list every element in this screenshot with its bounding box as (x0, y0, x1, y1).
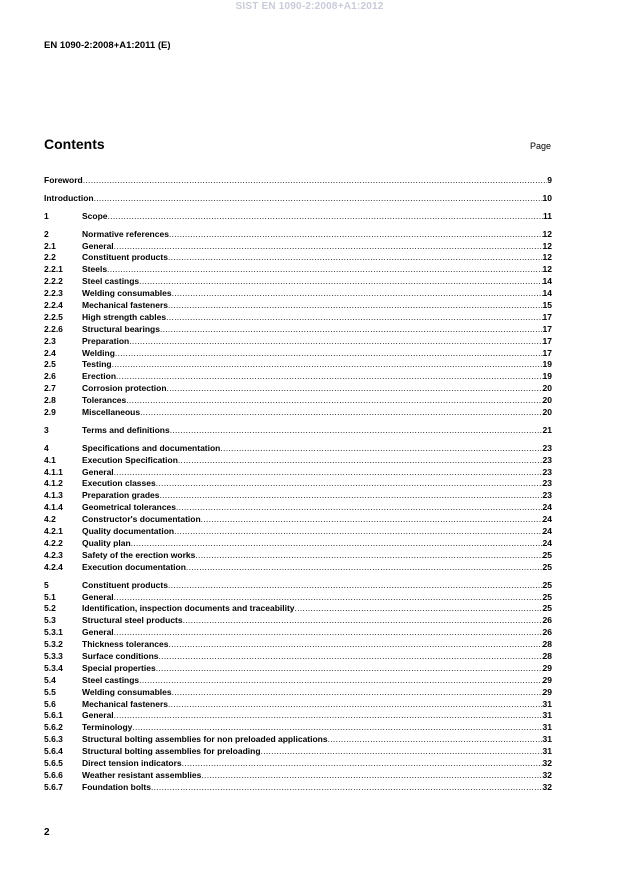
toc-entry-title: Steel castings (82, 674, 140, 685)
toc-entry-title: Geometrical tolerances (82, 502, 177, 513)
toc-entry-title: General (82, 466, 114, 477)
toc-entry-number: 2.4 (44, 347, 56, 358)
toc-entry-number: 5.3.3 (44, 650, 63, 661)
toc-entry-title: Direct tension indicators (82, 757, 182, 768)
toc-entry-page: 23 (542, 454, 552, 465)
toc-entry-page: 31 (542, 698, 552, 709)
toc-entry-title: Welding (82, 347, 115, 358)
watermark: SIST EN 1090-2:2008+A1:2012 (235, 1, 384, 12)
toc-entry-number: 2.8 (44, 395, 56, 406)
toc-leader-dots (114, 710, 543, 722)
toc-entry-title: Testing (82, 359, 112, 370)
toc-entry[interactable] (44, 407, 552, 419)
toc-entry-page: 20 (542, 407, 552, 418)
toc-entry-page: 11 (543, 210, 552, 221)
toc-entry-page: 25 (542, 603, 552, 614)
toc-entry[interactable] (44, 538, 552, 550)
toc-leader-dots (328, 734, 543, 746)
toc-entry-title: Mechanical fasteners (82, 300, 168, 311)
toc-entry[interactable] (44, 193, 552, 205)
toc-entry-title: High strength cables (82, 311, 167, 322)
toc-entry-title: Normative references (82, 228, 169, 239)
toc-leader-dots (107, 264, 542, 276)
toc-leader-dots (160, 324, 543, 336)
toc-entry-page: 26 (542, 615, 552, 626)
toc-entry-page: 17 (542, 323, 552, 334)
toc-entry-title: Constructor's documentation (82, 514, 201, 525)
toc-leader-dots (159, 490, 542, 502)
toc-leader-dots (195, 550, 542, 562)
toc-entry-title: Surface conditions (82, 650, 159, 661)
toc-entry-number: 5.3.1 (44, 627, 63, 638)
toc-entry-title: Miscellaneous (82, 407, 141, 418)
toc-leader-dots (132, 722, 542, 734)
toc-entry-title: Foreword (44, 175, 83, 185)
toc-entry-number: 4.1.1 (44, 466, 63, 477)
toc-entry-title: Constituent products (82, 252, 168, 263)
toc-entry-page: 17 (542, 335, 552, 346)
toc-leader-dots (131, 538, 543, 550)
toc-entry-page: 14 (542, 276, 552, 287)
toc-entry-title: General (82, 591, 114, 602)
toc-entry-number: 2.5 (44, 359, 56, 370)
toc-entry-page: 12 (542, 228, 552, 239)
toc-entry-number: 2.3 (44, 335, 56, 346)
toc-entry-number: 2.7 (44, 383, 56, 394)
toc-leader-dots (261, 746, 543, 758)
toc-entry-title: Structural steel products (82, 615, 183, 626)
toc-entry-page: 29 (542, 674, 552, 685)
page-number: 2 (44, 827, 50, 838)
toc-entry-page: 23 (542, 442, 552, 453)
toc-entry[interactable] (44, 312, 552, 324)
toc-entry-number: 5.3.2 (44, 639, 63, 650)
toc-entry-page: 12 (542, 252, 552, 263)
toc-entry-page: 32 (542, 781, 552, 792)
toc-entry-title: Quality documentation (82, 526, 175, 537)
toc-entry[interactable] (44, 699, 552, 711)
toc-leader-dots (156, 478, 543, 490)
toc-entry[interactable] (44, 490, 552, 502)
toc-entry[interactable] (44, 580, 552, 592)
toc-entry-page: 31 (542, 746, 552, 757)
toc-entry-number: 2.2.5 (44, 311, 63, 322)
toc-entry[interactable] (44, 758, 552, 770)
toc-entry[interactable] (44, 241, 552, 253)
toc-entry-title: Weather resistant assemblies (82, 769, 202, 780)
toc-entry-number: 5.6.6 (44, 769, 63, 780)
toc-entry-page: 23 (542, 478, 552, 489)
toc-entry-number: 4.1 (44, 454, 56, 465)
toc-leader-dots (174, 526, 542, 538)
toc-entry-number: 4.2.4 (44, 561, 63, 572)
toc-entry-title: Terminology (82, 722, 133, 733)
toc-entry[interactable] (44, 300, 552, 312)
toc-entry-title: Preparation grades (82, 490, 160, 501)
toc-entry[interactable] (44, 639, 552, 651)
toc-entry-page: 12 (542, 240, 552, 251)
toc-entry[interactable] (44, 425, 552, 437)
toc-leader-dots (112, 359, 543, 371)
toc-entry-number: 2.1 (44, 240, 56, 251)
toc-entry-number: 5.6.2 (44, 722, 63, 733)
toc-entry-number: 5.6 (44, 698, 56, 709)
toc-leader-dots (108, 211, 543, 223)
toc-entry-page: 19 (542, 359, 552, 370)
toc-entry-title: Structural bolting assemblies for preloading (82, 746, 261, 757)
toc-entry[interactable] (44, 603, 552, 615)
toc-entry-title: Constituent products (82, 579, 168, 590)
toc-leader-dots (176, 502, 543, 514)
toc-entry-number: 1 (44, 210, 49, 221)
toc-entry-page: 29 (542, 686, 552, 697)
toc-entry-page: 23 (542, 490, 552, 501)
toc-entry-title: Structural bolting assemblies for non preloaded applications (82, 734, 328, 745)
toc-entry[interactable] (44, 324, 552, 336)
toc-entry-number: 5.4 (44, 674, 56, 685)
toc-entry-number: 5.3.4 (44, 662, 63, 673)
toc-leader-dots (156, 663, 543, 675)
toc-entry-number: 5.6.5 (44, 757, 63, 768)
page-column-label: Page (529, 141, 551, 151)
toc-entry-page: 21 (542, 424, 552, 435)
toc-entry-number: 4 (44, 442, 49, 453)
toc-entry-number: 5.6.7 (44, 781, 63, 792)
toc-leader-dots (126, 395, 542, 407)
toc-entry-number: 4.1.4 (44, 502, 63, 513)
toc-entry-number: 4.2.1 (44, 526, 63, 537)
toc-entry-page: 31 (542, 710, 552, 721)
toc-entry-page: 12 (542, 264, 552, 275)
toc-entry[interactable] (44, 615, 552, 627)
toc-entry-number: 5.6.1 (44, 710, 63, 721)
toc-entry-number: 2.2.3 (44, 288, 63, 299)
toc-entry-title: Execution classes (82, 478, 156, 489)
toc-entry[interactable] (44, 276, 552, 288)
toc-entry-title: General (82, 710, 114, 721)
table-of-contents (44, 175, 552, 794)
toc-entry-number: 5.5 (44, 686, 56, 697)
toc-entry-page: 24 (542, 526, 552, 537)
toc-entry-title: Corrosion protection (82, 383, 167, 394)
toc-entry-page: 15 (542, 300, 552, 311)
toc-entry[interactable] (44, 770, 552, 782)
toc-entry-title: Tolerances (82, 395, 127, 406)
toc-entry-number: 2.2.6 (44, 323, 63, 334)
toc-leader-dots (129, 336, 542, 348)
toc-leader-dots (139, 276, 542, 288)
toc-entry[interactable] (44, 175, 552, 187)
toc-entry[interactable] (44, 722, 552, 734)
toc-entry-page: 17 (542, 311, 552, 322)
toc-entry[interactable] (44, 395, 552, 407)
document-id: EN 1090-2:2008+A1:2011 (E) (44, 40, 171, 51)
toc-leader-dots (170, 425, 543, 437)
toc-entry-page: 31 (542, 734, 552, 745)
contents-title: Contents (44, 136, 105, 152)
toc-entry-title: Preparation (82, 335, 130, 346)
toc-entry[interactable] (44, 467, 552, 479)
toc-entry-title: Special properties (82, 662, 156, 673)
toc-entry-number: 2 (44, 228, 49, 239)
toc-entry-number: 5.1 (44, 591, 56, 602)
toc-entry-page: 24 (542, 537, 552, 548)
toc-entry-number: 3 (44, 424, 49, 435)
toc-leader-dots (151, 782, 543, 794)
toc-entry[interactable] (44, 252, 552, 264)
toc-leader-dots (220, 443, 542, 455)
toc-entry-page: 24 (542, 502, 552, 513)
toc-entry-page: 14 (542, 288, 552, 299)
toc-leader-dots (168, 300, 543, 312)
toc-entry[interactable] (44, 371, 552, 383)
toc-leader-dots (168, 580, 543, 592)
toc-leader-dots (172, 288, 543, 300)
toc-entry[interactable] (44, 359, 552, 371)
toc-entry-title: General (82, 240, 114, 251)
toc-entry-title: Scope (82, 210, 108, 221)
toc-entry[interactable] (44, 627, 552, 639)
toc-leader-dots (94, 193, 543, 205)
toc-leader-dots (166, 312, 542, 324)
toc-entry-page: 9 (547, 175, 552, 185)
toc-entry-page: 25 (542, 579, 552, 590)
toc-entry-page: 31 (542, 722, 552, 733)
toc-entry[interactable] (44, 229, 552, 241)
toc-entry-title: Thickness tolerances (82, 639, 169, 650)
toc-leader-dots (114, 241, 543, 253)
toc-entry-title: Erection (82, 371, 117, 382)
toc-entry[interactable] (44, 455, 552, 467)
toc-entry-number: 5.3 (44, 615, 56, 626)
toc-leader-dots (115, 348, 543, 360)
toc-entry-title: Execution documentation (82, 561, 186, 572)
toc-entry[interactable] (44, 336, 552, 348)
toc-entry[interactable] (44, 782, 552, 794)
toc-entry-page: 25 (542, 549, 552, 560)
toc-entry-number: 5 (44, 579, 49, 590)
toc-entry-title: Structural bearings (82, 323, 160, 334)
toc-entry-title: Execution Specification (82, 454, 178, 465)
toc-entry[interactable] (44, 443, 552, 455)
toc-leader-dots (83, 175, 548, 187)
toc-leader-dots (201, 514, 543, 526)
toc-entry-number: 2.9 (44, 407, 56, 418)
toc-leader-dots (169, 229, 543, 241)
toc-entry-page: 28 (542, 639, 552, 650)
toc-entry-title: Welding consumables (82, 288, 172, 299)
toc-entry-title: General (82, 627, 114, 638)
toc-entry-title: Foundation bolts (82, 781, 151, 792)
toc-entry[interactable] (44, 288, 552, 300)
toc-leader-dots (139, 675, 542, 687)
toc-leader-dots (140, 407, 542, 419)
toc-entry[interactable] (44, 502, 552, 514)
toc-leader-dots (114, 467, 543, 479)
toc-entry-number: 2.2 (44, 252, 56, 263)
toc-entry-number: 5.2 (44, 603, 56, 614)
toc-entry[interactable] (44, 687, 552, 699)
toc-entry-number: 2.2.2 (44, 276, 63, 287)
toc-leader-dots (168, 252, 543, 264)
toc-entry-title: Safety of the erection works (82, 549, 196, 560)
toc-leader-dots (116, 371, 543, 383)
toc-leader-dots (186, 562, 543, 574)
toc-entry-number: 2.2.4 (44, 300, 63, 311)
toc-entry-title: Mechanical fasteners (82, 698, 168, 709)
toc-entry-page: 10 (542, 192, 552, 203)
toc-leader-dots (167, 383, 543, 395)
toc-leader-dots (168, 699, 543, 711)
toc-leader-dots (172, 687, 543, 699)
toc-entry[interactable] (44, 562, 552, 574)
toc-leader-dots (183, 615, 543, 627)
toc-entry[interactable] (44, 550, 552, 562)
toc-entry-page: 29 (542, 662, 552, 673)
toc-entry-title: Steels (82, 264, 108, 275)
toc-entry-number: 5.6.3 (44, 734, 63, 745)
toc-entry-title: Specifications and documentation (82, 442, 221, 453)
toc-entry-page: 17 (542, 347, 552, 358)
toc-entry-title: Introduction (44, 192, 94, 203)
toc-leader-dots (114, 592, 543, 604)
toc-entry[interactable] (44, 526, 552, 538)
toc-entry[interactable] (44, 746, 552, 758)
toc-entry[interactable] (44, 478, 552, 490)
toc-entry[interactable] (44, 383, 552, 395)
toc-entry-page: 26 (542, 627, 552, 638)
toc-entry[interactable] (44, 651, 552, 663)
toc-entry-page: 28 (542, 650, 552, 661)
toc-entry[interactable] (44, 264, 552, 276)
toc-entry[interactable] (44, 734, 552, 746)
toc-leader-dots (178, 455, 543, 467)
toc-entry-page: 32 (542, 757, 552, 768)
toc-leader-dots (182, 758, 543, 770)
toc-entry[interactable] (44, 514, 552, 526)
toc-leader-dots (168, 639, 542, 651)
toc-entry-number: 4.2.2 (44, 537, 63, 548)
toc-entry-title: Steel castings (82, 276, 140, 287)
toc-entry-page: 20 (542, 383, 552, 394)
toc-entry[interactable] (44, 710, 552, 722)
toc-entry-number: 4.2.3 (44, 549, 63, 560)
toc-entry-number: 4.2 (44, 514, 56, 525)
toc-entry[interactable] (44, 348, 552, 360)
toc-entry-title: Quality plan (82, 537, 131, 548)
toc-entry[interactable] (44, 663, 552, 675)
toc-entry-page: 24 (542, 514, 552, 525)
toc-entry-page: 25 (542, 561, 552, 572)
toc-entry-page: 25 (542, 591, 552, 602)
toc-entry-page: 23 (542, 466, 552, 477)
toc-entry-page: 32 (542, 769, 552, 780)
toc-leader-dots (159, 651, 543, 663)
toc-entry-number: 2.2.1 (44, 264, 63, 275)
toc-entry-title: Identification, inspection documents and traceability (82, 603, 295, 614)
toc-entry-title: Terms and definitions (82, 424, 170, 435)
toc-entry-number: 4.1.3 (44, 490, 63, 501)
toc-entry-number: 5.6.4 (44, 746, 63, 757)
toc-entry-title: Welding consumables (82, 686, 172, 697)
toc-entry-page: 20 (542, 395, 552, 406)
toc-leader-dots (201, 770, 542, 782)
toc-entry-page: 19 (542, 371, 552, 382)
toc-entry[interactable] (44, 592, 552, 604)
toc-leader-dots (295, 603, 543, 615)
toc-entry-number: 4.1.2 (44, 478, 63, 489)
toc-leader-dots (114, 627, 543, 639)
toc-entry-number: 2.6 (44, 371, 56, 382)
toc-entry[interactable] (44, 675, 552, 687)
toc-entry[interactable] (44, 211, 552, 223)
